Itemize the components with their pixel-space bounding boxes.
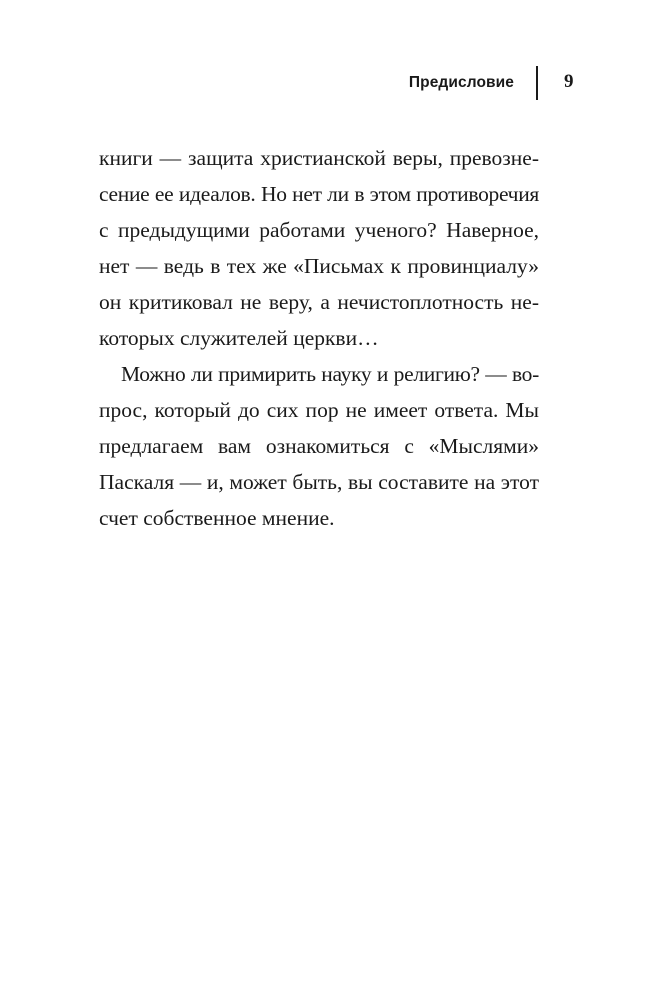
header-divider (536, 66, 538, 100)
text-line: Паскаля — и, может быть, вы составите на этот (99, 470, 539, 494)
text-line: нет — ведь в тех же «Письмах к провинциалу» (99, 254, 539, 278)
text-line: сение ее идеалов. Но нет ли в этом противоречия (99, 182, 539, 206)
text-line: счет собственное мнение. (99, 506, 335, 530)
text-line: книги — защита христианской веры, превозне- (99, 146, 539, 170)
text-line: которых служителей церкви… (99, 326, 379, 350)
text-line: Можно ли примирить науку и религию? — во- (121, 362, 539, 386)
paragraph-2 (99, 356, 539, 536)
paragraph-1 (99, 140, 539, 356)
running-head (0, 62, 669, 102)
text-line: он критиковал не веру, а нечистоплотность не- (99, 290, 539, 314)
text-line: предлагаем вам ознакомиться с «Мыслями» (99, 434, 539, 458)
page-number: 9 (564, 71, 574, 92)
text-line: прос, который до сих пор не имеет ответа. Мы (99, 398, 539, 422)
body-text (99, 140, 539, 536)
text-line: с предыдущими работами ученого? Наверное, (99, 218, 539, 242)
section-title: Предисловие (408, 74, 514, 91)
